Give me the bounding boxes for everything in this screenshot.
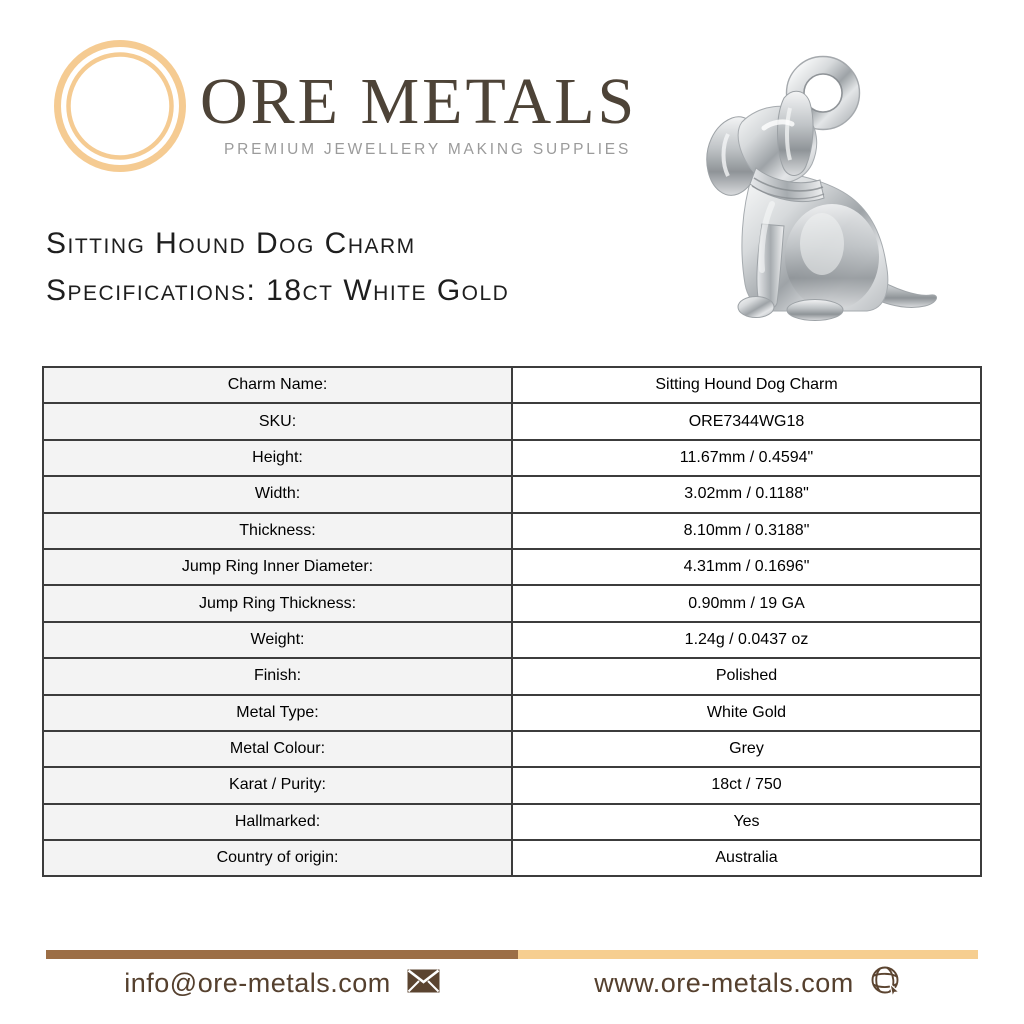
spec-row [43,476,981,512]
spec-label: Metal Colour: [43,731,512,767]
spec-row [43,695,981,731]
spec-value: 1.24g / 0.0437 oz [512,622,981,658]
spec-label: Country of origin: [43,840,512,876]
page-title [46,220,509,314]
spec-row [43,585,981,621]
spec-row [43,367,981,403]
brand-name: ORE METALS [200,65,638,138]
spec-label: Thickness: [43,513,512,549]
spec-value: Yes [512,804,981,840]
spec-value: Polished [512,658,981,694]
spec-value: 4.31mm / 0.1696" [512,549,981,585]
spec-label: SKU: [43,403,512,439]
spec-value: 3.02mm / 0.1188" [512,476,981,512]
spec-row [43,549,981,585]
spec-row [43,840,981,876]
spec-row [43,658,981,694]
page-title-line1: Sitting Hound Dog Charm [46,227,416,260]
spec-row [43,622,981,658]
page-title-line2: Specifications: 18ct White Gold [46,274,510,307]
footer-website-group [518,963,978,1003]
spec-label: Metal Type: [43,695,512,731]
spec-value: Australia [512,840,981,876]
spec-label: Height: [43,440,512,476]
spec-label: Width: [43,476,512,512]
spec-label: Weight: [43,622,512,658]
footer-divider-gold-segment [518,950,978,959]
product-photo-dog-charm [672,26,992,346]
envelope-icon [407,969,440,998]
footer-divider [46,950,978,959]
spec-value: 0.90mm / 19 GA [512,585,981,621]
spec-label: Karat / Purity: [43,767,512,803]
spec-value: White Gold [512,695,981,731]
footer-email-group [46,963,518,1003]
spec-row [43,731,981,767]
spec-label: Jump Ring Inner Diameter: [43,549,512,585]
website-link[interactable]: www.ore-metals.com [594,967,854,998]
spec-label: Charm Name: [43,367,512,403]
spec-label: Hallmarked: [43,804,512,840]
spec-row [43,767,981,803]
spec-value: 11.67mm / 0.4594" [512,440,981,476]
spec-row [43,804,981,840]
spec-table [42,366,982,877]
spec-value: ORE7344WG18 [512,403,981,439]
spec-label: Jump Ring Thickness: [43,585,512,621]
spec-value: 8.10mm / 0.3188" [512,513,981,549]
globe-icon [870,965,902,1002]
brand-logo-rings-icon [53,39,187,173]
spec-row [43,513,981,549]
spec-value: Grey [512,731,981,767]
spec-table-body [43,367,981,876]
spec-value: 18ct / 750 [512,767,981,803]
email-link[interactable]: info@ore-metals.com [124,967,391,998]
brand-tagline: PREMIUM JEWELLERY MAKING SUPPLIES [224,141,632,158]
spec-row [43,403,981,439]
spec-label: Finish: [43,658,512,694]
footer-divider-brown-segment [46,950,518,959]
spec-value: Sitting Hound Dog Charm [512,367,981,403]
spec-row [43,440,981,476]
